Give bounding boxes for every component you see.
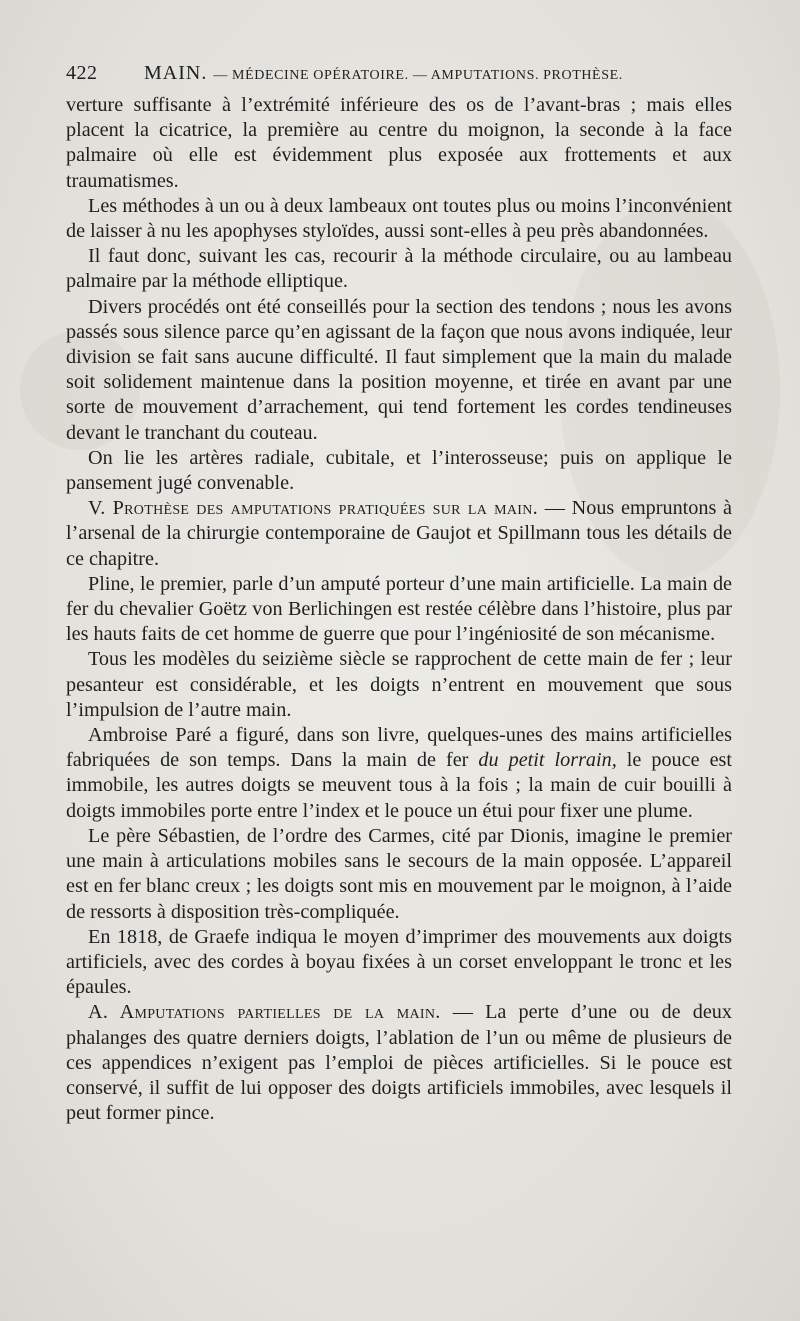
paragraph: verture suffisante à l’extrémité inférieure des os de l’avant-bras ; mais elles placent la cicatrice, la première au centre du moignon, la seconde à la face palmaire où elle est évidemment plus exposée aux frottements et aux traumatismes.	[66, 94, 732, 192]
section-heading: V. Prothèse des amputations pratiquées sur la main.	[88, 497, 539, 520]
paragraph: On lie les artères radiale, cubitale, et l’interosseuse; puis on applique le pansement jugé convenable.	[66, 446, 732, 495]
section-paragraph	[66, 1000, 732, 1126]
header-title-rest: — MÉDECINE OPÉRATOIRE. — AMPUTATIONS. PROTHÈSE.	[213, 68, 623, 83]
paragraph: Pline, le premier, parle d’un amputé porteur d’une main artificielle. La main de fer du chevalier Goëtz von Berlichingen est restée célèbre dans l’histoire, plus par les hauts faits de cet homme de guerre que pour l’ingéniosité de son mécanisme.	[66, 572, 732, 646]
page-number: 422	[66, 62, 98, 84]
paragraph-text: le pouce est immobile, les autres doigts se meuvent tous à la fois ; la main de cuir bouilli à doigts immobiles porte entre l’index et le pouce un étui pour fixer une plume.	[66, 749, 733, 822]
italic-phrase: du petit lorrain,	[478, 749, 617, 772]
paragraph-text: Ambroise Paré a figuré, dans son livre, quelques-unes des mains artificielles fabriquées de son temps. Dans la main de fer	[66, 724, 732, 772]
paragraph: En 1818, de Graefe indiqua le moyen d’imprimer des mouvements aux doigts artificiels, avec des cordes à boyau fixées à un corset enveloppant le tronc et les épaules.	[66, 925, 732, 999]
paragraph: Il faut donc, suivant les cas, recourir à la méthode circulaire, ou au lambeau palmaire par la méthode elliptique.	[66, 245, 732, 293]
paragraph	[66, 723, 732, 824]
running-header	[66, 58, 736, 88]
paragraph: Divers procédés ont été conseillés pour la section des tendons ; nous les avons passés sous silence parce qu’en agissant de la façon que nous avons indiquée, leur division se fait sans aucune difficulté. Il faut simplement que la main du malade soit solidement maintenue dans la position moyenne, et tirée en avant par une sorte de mouvement d’arrachement, qui tend fortement les cordes tendineuses devant le tranchant du couteau.	[66, 295, 732, 444]
paragraph: Tous les modèles du seizième siècle se rapprochent de cette main de fer ; leur pesanteur est considérable, et les doigts n’entrent en mouvement que sous l’impulsion de l’autre main.	[66, 648, 732, 721]
header-title-main: MAIN.	[144, 62, 208, 84]
section-paragraph	[66, 496, 732, 572]
paragraph: Le père Sébastien, de l’ordre des Carmes, cité par Dionis, imagine le premier une main à articulations mobiles sans le secours de la main opposée. L’appareil est en fer blanc creux ; les doigts sont mis en mouvement par le moignon, à l’aide de ressorts à disposition très-compliquée.	[66, 824, 732, 923]
section-heading: A. Amputations partielles de la main.	[88, 1001, 441, 1024]
section-text: — La perte d’une ou de deux phalanges des quatre derniers doigts, l’ablation de l’un ou même de plusieurs de ces appendices n’exigent pas l’emploi de pièces artificielles. Si le pouce est conservé, il suffit de lui opposer des doigts artificiels immobiles, avec lesquels il peut former pince.	[66, 1001, 732, 1125]
body-text	[66, 93, 732, 1126]
section-text: — Nous empruntons à l’arsenal de la chirurgie contemporaine de Gaujot et Spillmann tous les détails de ce chapitre.	[66, 497, 732, 570]
paragraph: Les méthodes à un ou à deux lambeaux ont toutes plus ou moins l’inconvénient de laisser à nu les apophyses styloïdes, aussi sont-elles à peu près abandonnées.	[66, 194, 732, 243]
